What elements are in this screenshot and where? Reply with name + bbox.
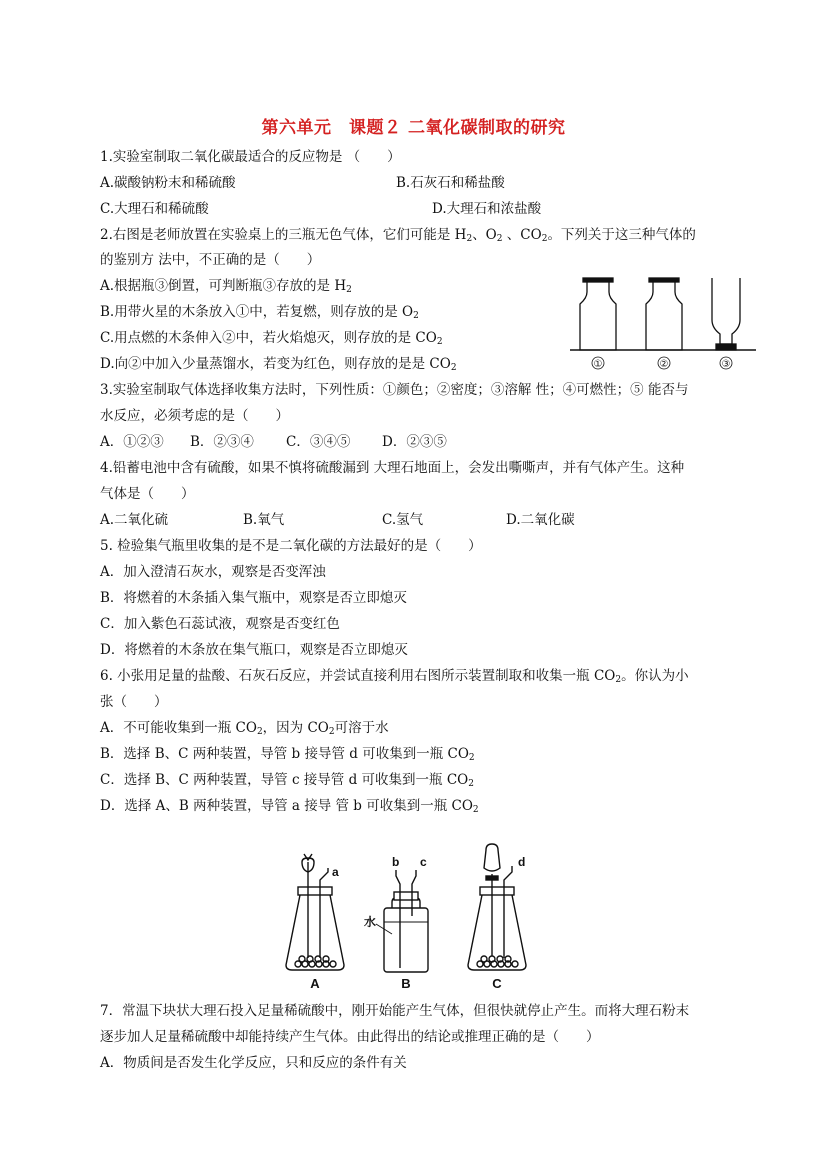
- q3-option-d: D．②③⑤: [382, 434, 447, 450]
- q2-option-c: C.用点燃的木条伸入②中，若火焰熄灭，则存放的是 $CO_2$: [100, 330, 443, 347]
- bottle-2-icon: [646, 278, 682, 350]
- apparatus-b-label: B: [401, 976, 411, 991]
- q7-option-a: A．物质间是否发生化学反应，只和反应的条件有关: [100, 1055, 407, 1071]
- q1-option-c: C.大理石和稀硫酸: [100, 201, 209, 217]
- q4-stem-line-1: 4.铅蓄电池中含有硫酸，如果不慎将硫酸漏到 大理石地面上，会发出嘶嘶声，并有气体产生。这种: [100, 460, 685, 476]
- q2-option-d: D.向②中加入少量蒸馏水，若变为红色，则存放的是是 $CO_2$: [100, 356, 457, 373]
- q3-stem-line-2: 水反应，必须考虑的是（ ）: [100, 408, 289, 424]
- q2-option-b: B.用带火星的木条放入①中，若复燃，则存放的是 $O_2$: [100, 304, 419, 321]
- tube-a-label: a: [332, 865, 339, 879]
- q7-stem-line-1: 7．常温下块状大理石投入足量稀硫酸中，刚开始能产生气体，但很快就停止产生。而将大理石粉末: [100, 1003, 690, 1019]
- q3-option-c: C．③④⑤: [286, 434, 351, 450]
- q4-option-c: C.氢气: [382, 512, 424, 528]
- q1-stem: 1.实验室制取二氧化碳最适合的反应物是 （ ）: [100, 149, 401, 165]
- q4-option-d: D.二氧化碳: [506, 512, 575, 528]
- q1-option-b: B.石灰石和稀盐酸: [396, 175, 505, 191]
- q1-option-a: A.碳酸钠粉末和稀硫酸: [100, 175, 236, 191]
- tube-d-label: d: [518, 855, 526, 869]
- q1-option-d: D.大理石和浓盐酸: [432, 201, 542, 217]
- bottle-1-icon: [580, 278, 616, 350]
- gas-bottles-figure: [568, 268, 758, 376]
- apparatus-b-icon: [376, 870, 428, 972]
- tube-b-label: b: [392, 855, 400, 869]
- tube-c-label: c: [420, 855, 427, 869]
- bottle-1-label: ①: [593, 359, 603, 370]
- q4-stem-line-2: 气体是（ ）: [100, 486, 195, 502]
- apparatus-a-label: A: [310, 976, 320, 991]
- q6-option-a: A．不可能收集到一瓶 $CO_2$，因为 $CO_2$可溶于水: [100, 720, 389, 737]
- water-label: 水: [364, 915, 377, 929]
- q2-stem-line-2: 的鉴别方 法中，不正确的是（ ）: [100, 252, 321, 268]
- q5-option-a: A．加入澄清石灰水，观察是否变浑浊: [100, 564, 326, 580]
- q6-option-b: B．选择 B、C 两种装置，导管 b 接导管 d 可收集到一瓶 $CO_2$: [100, 746, 475, 763]
- bottle-3-inverted-icon: [712, 278, 740, 350]
- bottle-3-label: ③: [721, 359, 731, 370]
- page-title: 第六单元 课题２ 二氧化碳制取的研究: [261, 118, 566, 138]
- q5-option-b: B．将燃着的木条插入集气瓶中，观察是否立即熄灭: [100, 590, 407, 606]
- q3-option-a: A．①②③: [100, 434, 164, 450]
- q5-option-d: D．将燃着的木条放在集气瓶口，观察是否立即熄灭: [100, 642, 408, 658]
- q6-stem-line-2: 张（ ）: [100, 694, 168, 710]
- bottle-2-label: ②: [659, 359, 669, 370]
- q6-option-c: C．选择 B、C 两种装置，导管 c 接导管 d 可收集到一瓶 $CO_2$: [100, 772, 474, 789]
- q2-option-a: A.根据瓶③倒置，可判断瓶③存放的是 $H_2$: [100, 278, 352, 295]
- q5-option-c: C．加入紫色石蕊试液，观察是否变红色: [100, 616, 340, 632]
- q7-stem-line-2: 逐步加人足量稀硫酸中却能持续产生气体。由此得出的结论或推理正确的是（ ）: [100, 1029, 600, 1045]
- q4-option-a: A.二氧化硫: [100, 512, 169, 528]
- q5-stem: 5. 检验集气瓶里收集的是不是二氧化碳的方法最好的是（ ）: [100, 538, 482, 554]
- q3-stem-line-1: 3.实验室制取气体选择收集方法时，下列性质：①颜色；②密度；③溶解 性；④可燃性；⑤ 能否与: [100, 382, 689, 398]
- apparatus-figure: [280, 840, 540, 995]
- q2-stem-line-1: 2.右图是老师放置在实验桌上的三瓶无色气体，它们可能是 $H_2$、$O_2$ 、$CO_2$。下列关于这三种气体的: [100, 227, 696, 244]
- apparatus-c-label: C: [492, 976, 502, 991]
- q3-option-b: B．②③④: [190, 434, 254, 450]
- q6-option-d: D．选择 A、B 两种装置，导管 a 接导 管 b 可收集到一瓶 $CO_2$: [100, 798, 479, 815]
- q6-stem-line-1: 6. 小张用足量的盐酸、石灰石反应，并尝试直接利用右图所示装置制取和收集一瓶 $CO_2$。你认为小: [100, 668, 689, 685]
- q4-option-b: B.氧气: [243, 512, 285, 528]
